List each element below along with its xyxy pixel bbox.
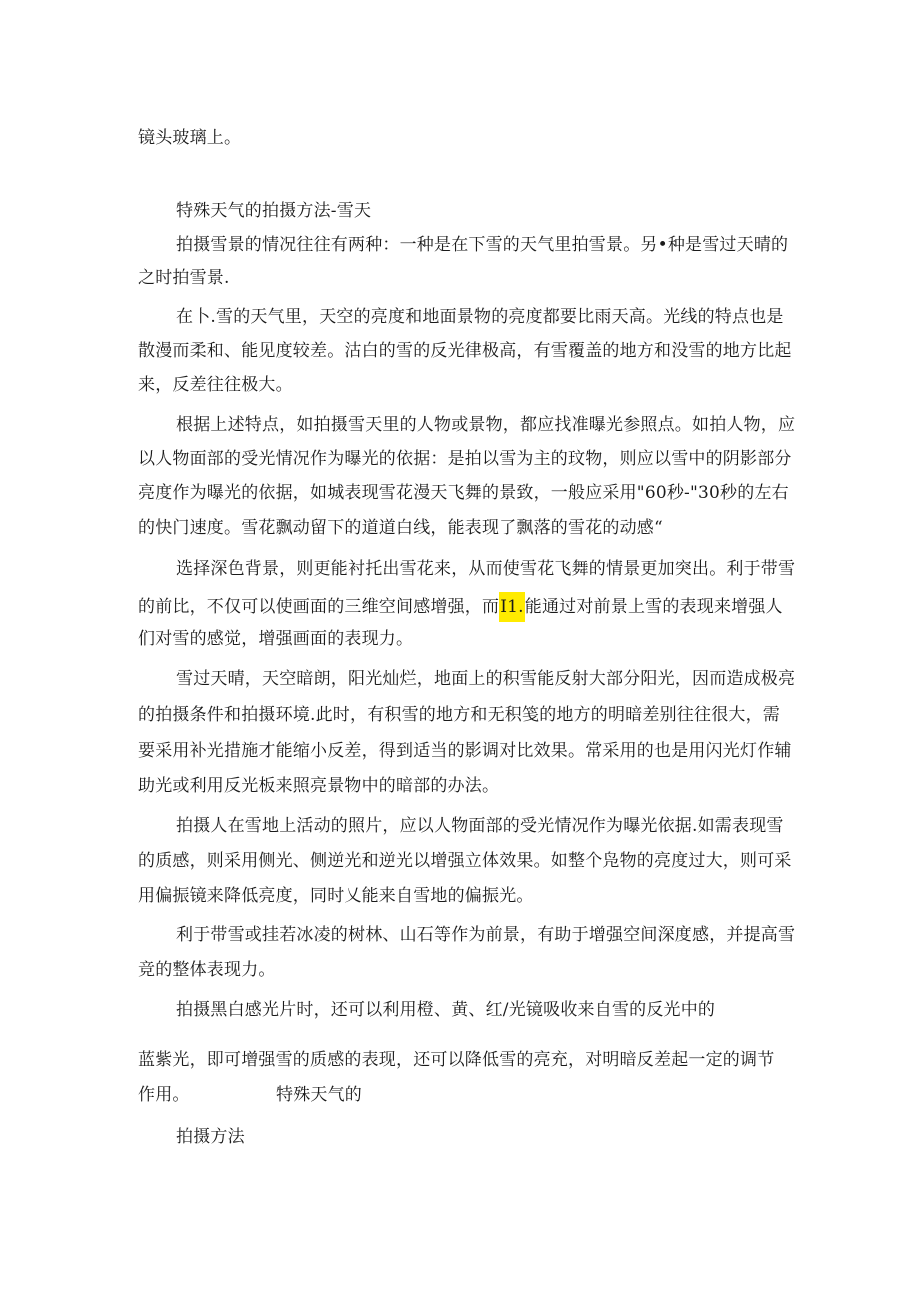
text-line: 作用。 — [138, 1085, 190, 1105]
text-line: 镜头玻璃上。 — [138, 128, 242, 148]
text-line: 拍摄黑白感光片时，还可以利用橙、黄、红/光镜吸收来自雪的反光中的 — [176, 1000, 716, 1020]
highlighted-text: I1. — [499, 592, 525, 622]
text-line: 根据上述特点，如拍摄雪天里的人物或景物，都应找准曝光参照点。如拍人物，应 — [176, 415, 796, 435]
text-line: 在卜.雪的天气里，天空的亮度和地面景物的亮度都要比雨天高。光线的特点也是 — [176, 307, 784, 327]
text-line: 用偏振镜来降低亮度，同时乂能来自雪地的偏振光。 — [138, 886, 534, 906]
text-line: 选择深色背景，则更能衬托出雪花来，从而使雪花飞舞的情景更加突出。利于带雪 — [176, 559, 796, 579]
section-heading: 特殊天气的拍摄方法-雪天 — [176, 201, 372, 221]
text-line: 以人物面部的受光情况作为曝光的依据：是拍以雪为主的玟物，则应以雪中的阴影部分 — [138, 449, 792, 469]
footer-heading-part: 特殊天气的 — [276, 1085, 362, 1105]
text-line: 蓝紫光，即可增强雪的质感的表现，还可以降低雪的亮充，对明暗反差起一定的调节 — [138, 1050, 775, 1070]
text-line: 拍摄人在雪地上活动的照片，应以人物面部的受光情况作为曝光依据.如需表现雪 — [176, 816, 784, 836]
text-line: 来，反差往往极大。 — [138, 375, 293, 395]
text-line: 利于带雪或挂若冰凌的树林、山石等作为前景，有助于增强空间深度感，并提高雪 — [176, 925, 796, 945]
text-line: 雪过天晴，天空暗朗，阳光灿烂，地面上的积雪能反射大部分阳光，因而造成极亮 — [176, 669, 796, 689]
text-line: 助光或利用反光板来照亮景物中的暗部的办法。 — [138, 776, 500, 796]
text-line: 亮度作为曝光的依据，如城表现雪花漫天飞舞的景致，一般应采用"60秒-"30秒的左右 — [138, 483, 789, 503]
text-line: 要采用补光措施才能缩小反差，得到适当的影调对比效果。常采用的也是用闪光灯作辅 — [138, 741, 792, 761]
footer-heading-part: 拍摄方法 — [176, 1127, 245, 1147]
text-line: 的快门速度。雪花飘动留下的道道白线，能表现了飘落的雪花的动感“ — [138, 518, 663, 538]
text-line: 竞的整体表现力。 — [138, 960, 276, 980]
text-line: 散漫而柔和、能见度较差。沽白的雪的反光律极高，有雪覆盖的地方和没雪的地方比起 — [138, 341, 792, 361]
text-segment: 能通过对前景上雪的表现来增强人 — [524, 597, 783, 617]
text-line: 的质感，则采用侧光、侧逆光和逆光以增强立体效果。如整个凫物的亮度过大，则可采 — [138, 851, 792, 871]
text-segment: 的前比，不仅可以使画面的三维空间感增强，而 — [138, 597, 500, 617]
text-line: 之时拍雪景. — [138, 268, 230, 288]
text-line — [138, 592, 783, 622]
text-line: 的拍摄条件和拍摄环境.此时，有积雪的地方和无积笺的地方的明暗差别往往很大，需 — [138, 705, 781, 725]
text-line: 拍摄雪景的情况往往有两种：一种是在下雪的天气里拍雪景。另•种是雪过天晴的 — [176, 235, 789, 255]
text-line: 们对雪的感觉，增强画面的表现力。 — [138, 629, 414, 649]
